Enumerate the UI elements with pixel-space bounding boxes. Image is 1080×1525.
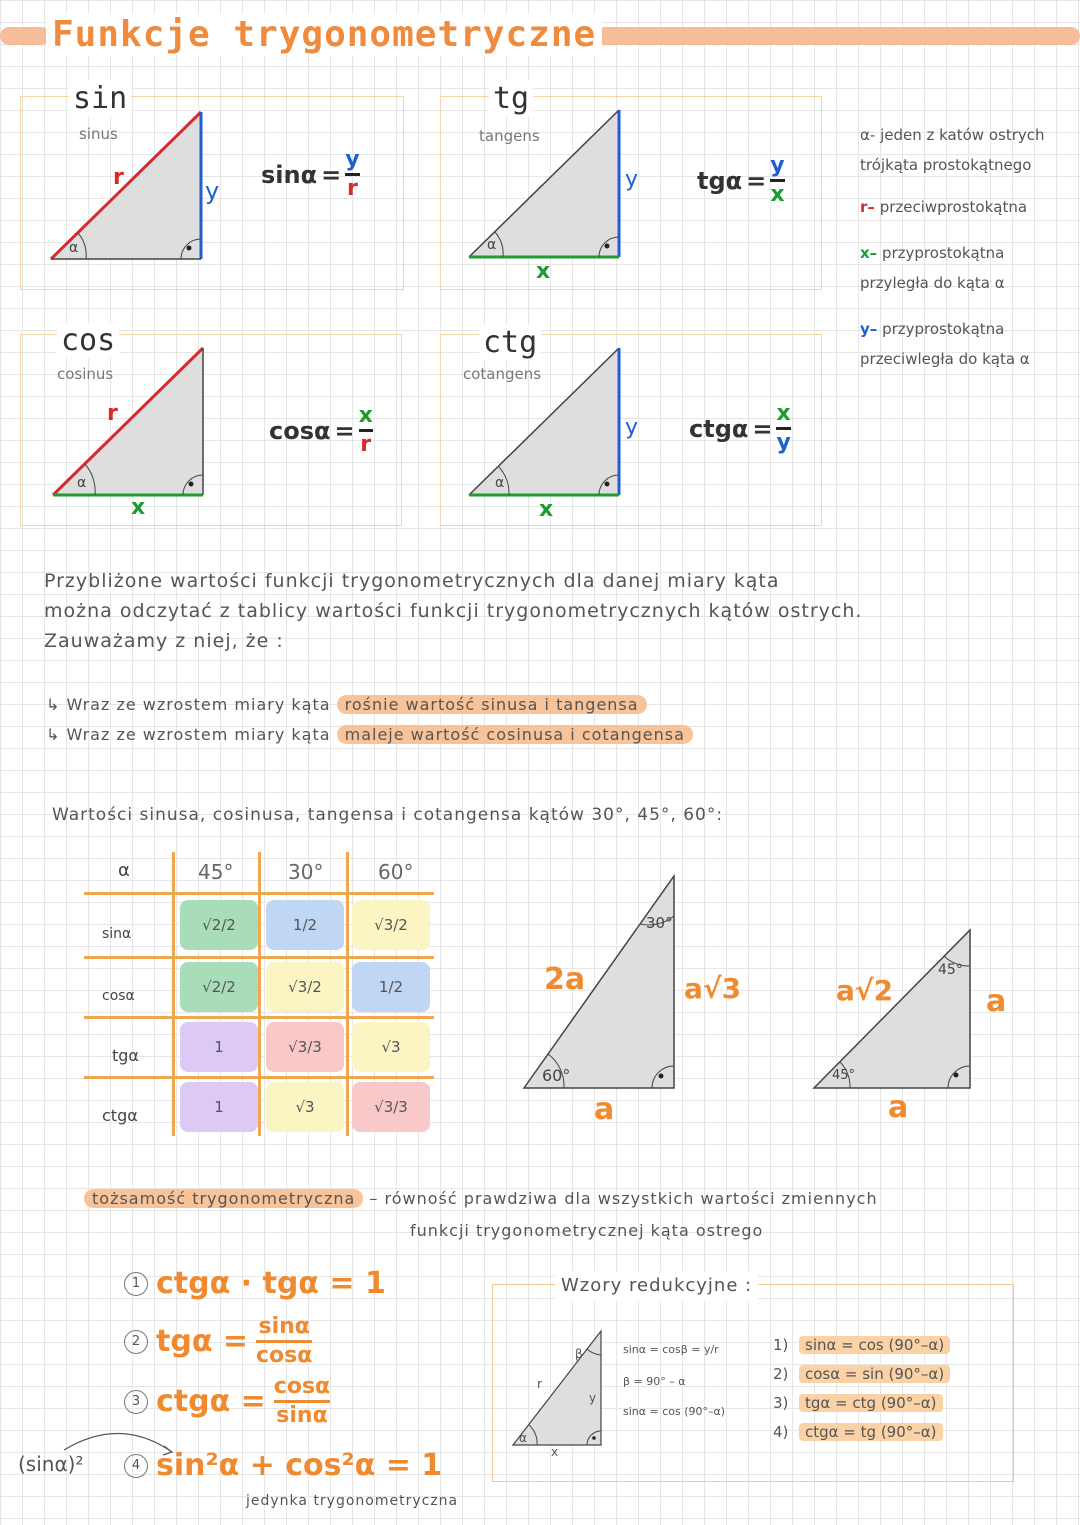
legend-r-key: r– (860, 198, 875, 216)
tri45-hyp: a√2 (836, 974, 894, 1007)
cos-num: x (358, 403, 373, 428)
identity-3-den: sinα (276, 1403, 328, 1428)
cos-side-x: x (131, 495, 146, 520)
reduction-formula-1-num: 1) (773, 1336, 789, 1354)
title-bar-left (0, 27, 50, 45)
cos-formula: cosα = $\frac{x}{r}$ (269, 403, 373, 457)
reduction-formula-1 (773, 1331, 950, 1360)
identity-3-lhs: ctgα = (156, 1384, 266, 1419)
tri30-long-leg: a√3 (684, 972, 742, 1005)
values-heading: Wartości sinusa, cosinusa, tangensa i cotangensa kątów 30°, 45°, 60°: (52, 805, 724, 825)
reduction-formula-3-num: 3) (773, 1394, 789, 1412)
reduction-formula-4-text: ctgα = tg (90°–α) (799, 1423, 943, 1441)
legend-x-text: przyprostokątna przyległa do kąta α (860, 244, 1005, 292)
cos-box (20, 323, 402, 526)
sin-name: sin (69, 81, 131, 116)
reduction-tri-r: r (537, 1377, 542, 1391)
sin-side-y: y (205, 177, 220, 205)
cell-cos-30: √3/2 (266, 962, 344, 1012)
identity-3-num: cosα (273, 1374, 331, 1399)
ctg-side-y: y (625, 415, 639, 440)
legend-alpha: α- jeden z katów ostrych trójkąta prostokątnego (860, 126, 1045, 174)
ctg-side-x: x (539, 497, 554, 522)
reduction-formula-1-text: sinα = cos (90°–α) (799, 1336, 950, 1354)
tg-formula-lhs: tgα (697, 166, 743, 195)
cell-ctg-60: √3/3 (352, 1082, 430, 1132)
cell-sin-45: √2/2 (180, 900, 258, 950)
row-label-tg: tgα (112, 1046, 139, 1065)
reduction-title: Wzory redukcyjne : (555, 1271, 758, 1301)
reduction-formula-2 (773, 1360, 950, 1389)
reduction-tri-alpha: α (519, 1431, 527, 1445)
legend-y-key: y– (860, 320, 878, 338)
reduction-formula-2-text: cosα = sin (90°–α) (799, 1365, 950, 1383)
legend (860, 120, 1065, 374)
identity-2-num: sinα (258, 1314, 310, 1339)
legend-x-key: x– (860, 244, 878, 262)
reduction-formulas (773, 1331, 950, 1447)
sin-formula-lhs: sinα (261, 160, 318, 189)
tri30-top-angle: 30° (646, 914, 673, 932)
ctg-formula: ctgα = $\frac{x}{y}$ (689, 401, 791, 455)
col-45: 45° (198, 860, 234, 884)
cell-sin-60: √3/2 (352, 900, 430, 950)
reduction-formula-3-text: tgα = ctg (90°–α) (799, 1394, 943, 1412)
reduction-box (492, 1275, 1014, 1482)
table-corner: α (118, 860, 130, 881)
sin-box (20, 81, 404, 290)
reduction-note-3: sinα = cos (90°–α) (623, 1405, 726, 1418)
reduction-tri-beta: β (575, 1347, 583, 1361)
side-note: (sinα)² (18, 1452, 84, 1476)
tri30-short-leg: a (594, 1092, 615, 1127)
col-30: 30° (288, 860, 324, 884)
paragraph (44, 566, 1054, 656)
ctg-angle: α (495, 475, 505, 491)
row-label-ctg: ctgα (102, 1106, 138, 1125)
cos-den: r (360, 432, 372, 457)
tg-den: x (770, 182, 785, 207)
tri45-bottom-angle: 45° (832, 1068, 856, 1083)
identity-2-fraction (256, 1316, 312, 1367)
reduction-note-1: sinα = cosβ = y/r (623, 1343, 719, 1356)
cell-cos-45: √2/2 (180, 962, 258, 1012)
cos-sub: cosinus (57, 365, 114, 383)
values-table (84, 852, 438, 1136)
tg-name: tg (489, 81, 533, 116)
arrow-prefix-1: ↳ Wraz ze wzrostem miary kąta (46, 695, 331, 714)
sin-fraction (345, 149, 359, 200)
identity-4-text: sin²α + cos²α = 1 (156, 1448, 443, 1483)
jedynka-label: jedynka trygonometryczna (246, 1493, 459, 1509)
legend-r-text: przeciwprostokątna (879, 198, 1028, 216)
identity-2-den: cosα (256, 1343, 313, 1368)
legend-y (860, 314, 1065, 374)
tg-sub: tangens (479, 127, 540, 145)
ctg-sub: cotangens (463, 365, 542, 383)
reduction-formula-2-num: 2) (773, 1365, 789, 1383)
tg-fraction (770, 155, 784, 206)
identity-label: tożsamość trygonometryczna (84, 1189, 363, 1208)
tg-num: y (770, 153, 785, 178)
identity-definition (84, 1184, 878, 1214)
sin-den: r (346, 176, 358, 201)
identity-2-number: 2 (124, 1330, 148, 1354)
reduction-formula-4-num: 4) (773, 1423, 789, 1441)
tg-side-y: y (625, 167, 639, 192)
ctg-fraction (776, 403, 790, 454)
row-label-sin: sinα (102, 926, 132, 942)
sin-side-r: r (113, 165, 124, 190)
tg-box (440, 81, 822, 290)
identity-2 (124, 1316, 312, 1367)
col-60: 60° (378, 860, 414, 884)
identity-1-text: ctgα · tgα = 1 (156, 1266, 386, 1301)
tri30-bottom-angle: 60° (542, 1066, 571, 1085)
page-title: Funkcje trygonometryczne (46, 14, 602, 55)
sin-sub: sinus (79, 125, 118, 143)
identity-3-number: 3 (124, 1390, 148, 1414)
legend-y-text: przyprostokątna przeciwległa do kąta α (860, 320, 1030, 368)
identity-def-2: funkcji trygonometrycznej kąta ostrego (410, 1221, 764, 1240)
arrows (46, 690, 693, 750)
arrow-line-1 (46, 690, 693, 720)
cell-sin-30: 1/2 (266, 900, 344, 950)
tg-formula: tgα = $\frac{y}{x}$ (697, 153, 785, 207)
identity-3-fraction (274, 1376, 330, 1427)
cos-angle: α (77, 475, 87, 491)
cos-triangle (45, 343, 245, 503)
cell-tg-60: √3 (352, 1022, 430, 1072)
cos-name: cos (57, 323, 119, 358)
identity-def-1: – równość prawdziwa dla wszystkich wartości zmiennych (369, 1189, 878, 1208)
cell-tg-30: √3/3 (266, 1022, 344, 1072)
arrow-highlight-1: rośnie wartość sinusa i tangensa (337, 695, 647, 714)
identity-1 (124, 1266, 386, 1301)
ctg-name: ctg (479, 325, 541, 360)
reduction-formula-3 (773, 1389, 950, 1418)
identity-2-lhs: tgα = (156, 1324, 249, 1359)
identity-1-number: 1 (124, 1272, 148, 1296)
paragraph-line1: Przybliżone wartości funkcji trygonometrycznych dla danej miary kąta (44, 570, 780, 592)
arrow-line-2 (46, 720, 693, 750)
sin-formula: sinα = $\frac{y}{r}$ (261, 147, 360, 201)
tg-angle: α (487, 237, 497, 253)
cell-tg-45: 1 (180, 1022, 258, 1072)
tg-side-x: x (536, 259, 551, 284)
ctg-num: x (776, 401, 791, 426)
ctg-box (440, 325, 822, 526)
cos-side-r: r (107, 401, 118, 426)
legend-x (860, 238, 1065, 298)
identity-3 (124, 1376, 330, 1427)
title-bar-right (565, 27, 1080, 45)
reduction-formula-4 (773, 1418, 950, 1447)
cos-fraction (359, 405, 373, 456)
reduction-tri-x: x (551, 1445, 559, 1459)
cell-ctg-30: √3 (266, 1082, 344, 1132)
cell-cos-60: 1/2 (352, 962, 430, 1012)
sin-angle: α (69, 240, 79, 256)
paragraph-line2: można odczytać z tablicy wartości funkcji trygonometrycznych kątów ostrych. (44, 600, 863, 622)
side-note-arrow (60, 1422, 180, 1462)
ctg-formula-lhs: ctgα (689, 414, 749, 443)
arrow-highlight-2: maleje wartość cosinusa i cotangensa (337, 725, 693, 744)
cell-ctg-45: 1 (180, 1082, 258, 1132)
reduction-note-2: β = 90° – α (623, 1375, 686, 1388)
tri30-hyp: 2a (544, 962, 586, 997)
arrow-prefix-2: ↳ Wraz ze wzrostem miary kąta (46, 725, 331, 744)
tri45-top-angle: 45° (938, 962, 963, 978)
ctg-den: y (776, 430, 791, 455)
tri45-bottom-leg: a (888, 1090, 909, 1125)
row-label-cos: cosα (102, 988, 135, 1004)
cos-formula-lhs: cosα (269, 416, 331, 445)
tri45-right-leg: a (986, 984, 1007, 1019)
sin-num: y (345, 147, 360, 172)
paragraph-line3: Zauważamy z niej, że : (44, 630, 284, 652)
identity-4-number: 4 (124, 1454, 148, 1478)
reduction-tri-y: y (589, 1391, 597, 1405)
legend-r (860, 192, 1065, 222)
